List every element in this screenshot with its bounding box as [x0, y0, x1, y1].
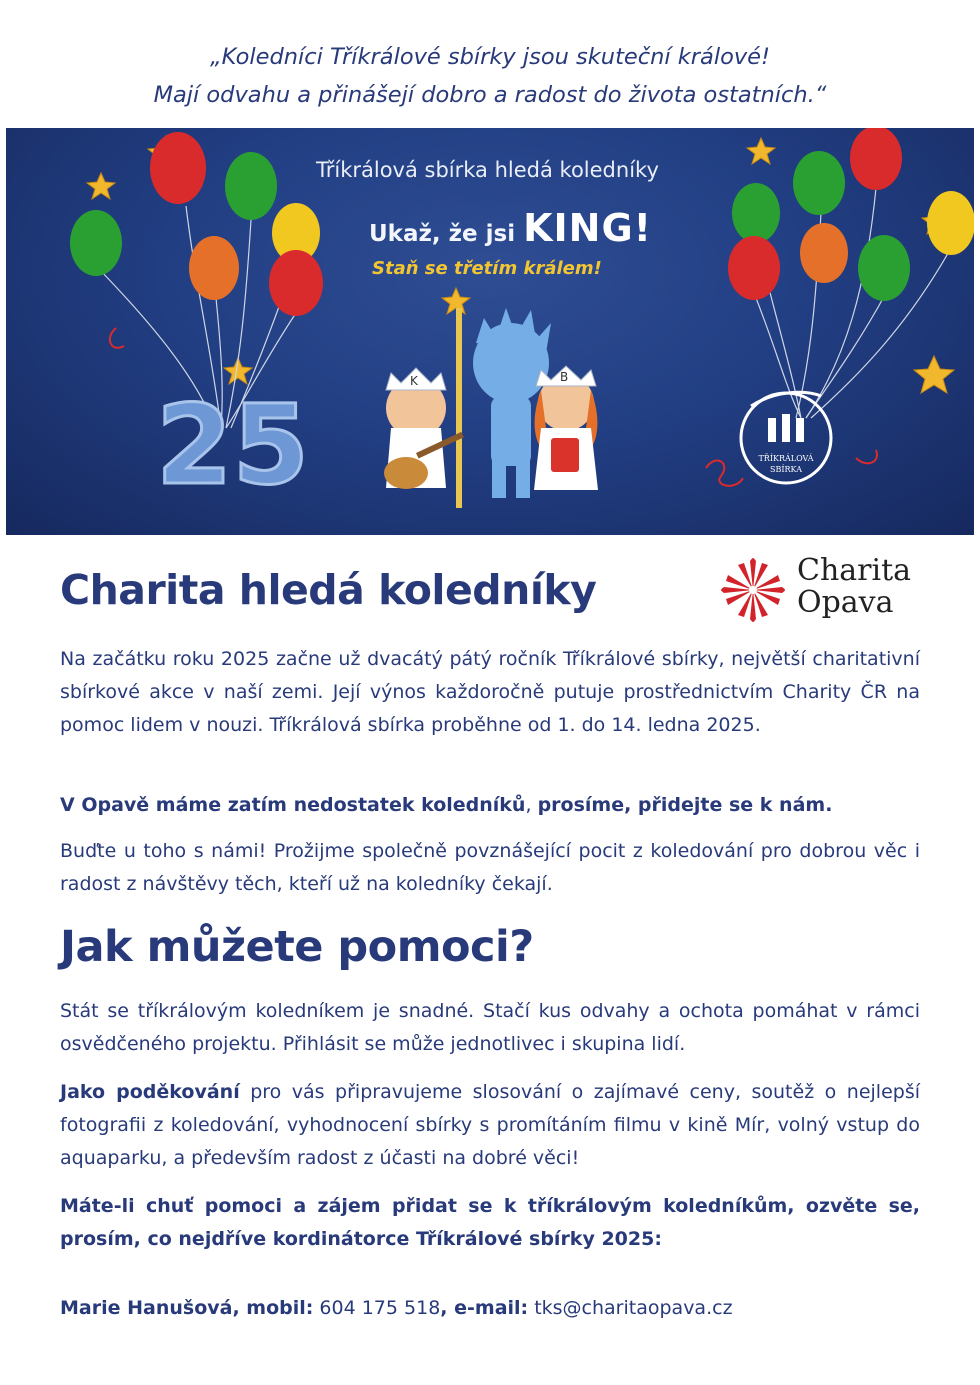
banner-slogan: [369, 206, 652, 250]
banner-subslogan: Staň se třetím králem!: [372, 258, 602, 279]
banner-king-word: KING!: [523, 206, 653, 250]
crown-letter-b: B: [560, 370, 569, 384]
shortage-bold: V Opavě máme zatím nedostatek koledníků: [60, 794, 526, 816]
banner-illustration: [6, 128, 974, 535]
charita-cross-icon: [720, 557, 786, 623]
quote-line-1: „Koledníci Tříkrálové sbírky jsou skuteční králové!: [209, 44, 771, 70]
contact-line: [60, 1292, 733, 1325]
thanks-rest: pro vás připravujeme slosování o zajímavé ceny, soutěž o nejlepší fotografii z koledování, vyhodnocení sbírky s promítáním filmu v kině Mír, volný vstup do aquaparku, a především radost z účasti na dobré věci!: [60, 1081, 920, 1169]
year-number: 25: [156, 381, 310, 509]
tks-seal-logo: [741, 392, 831, 483]
banner-slogan-prefix: Ukaž, že jsi: [369, 221, 516, 247]
seal-text-line-1: TŘÍKRÁLOVÁ: [758, 454, 814, 463]
star-icon: [914, 356, 954, 393]
section-title-jak-pomoci: Jak můžete pomoci?: [60, 922, 534, 972]
thanks-bold: Jako poděkování: [60, 1081, 240, 1103]
shortage-plea: prosíme, přidejte se k nám.: [537, 794, 833, 816]
section-title-charita-hleda: Charita hledá koledníky: [60, 566, 597, 614]
seal-text-line-2: SBÍRKA: [770, 465, 802, 474]
paragraph-intro: Na začátku roku 2025 začne už dvacátý pátý ročník Tříkrálové sbírky, největší charitativní sbírkové akce v naší zemi. Její výnos každoročně putuje prostřednictvím Charity ČR na pomoc lidem v nouzi. Tříkrálová sbírka proběhne od 1. do 14. ledna 2025.: [60, 648, 920, 736]
contact-phone[interactable]: 604 175 518: [313, 1297, 441, 1319]
star-icon: [747, 138, 775, 164]
charita-opava-logo: [720, 555, 930, 625]
logo-line-1: Charita: [797, 553, 912, 588]
paragraph-join-us: Buďte u toho s námi! Prožijme společně povznášející pocit z koledování pro dobrou věc i radost z návštěvy těch, kteří už na koledníky čekají.: [60, 840, 920, 895]
balloons-left: [70, 132, 323, 316]
quote-line-2: Mají odvahu a přinášejí dobro a radost do života ostatních.“: [153, 82, 827, 108]
logo-line-2: Opava: [797, 585, 894, 620]
crown-letter-k: K: [410, 374, 418, 388]
contact-email[interactable]: tks@charitaopava.cz: [528, 1297, 733, 1319]
paragraph-call-to-action: Máte-li chuť pomoci a zájem přidat se k tříkrálovým koledníkům, ozvěte se, prosím, co nejdříve kordinátorce Tříkrálové sbírky 2025:: [60, 1195, 920, 1250]
contact-name-label: Marie Hanušová, mobil:: [60, 1297, 314, 1319]
logo-wordmark: [797, 555, 911, 619]
banner-headline: Tříkrálová sbírka hledá koledníky: [316, 158, 659, 182]
child-king-left: [384, 368, 464, 489]
paragraph-shortage: [60, 789, 920, 822]
paragraph-thanks: [60, 1076, 920, 1175]
contact-email-label: , e-mail:: [440, 1297, 529, 1319]
intro-quote: [0, 38, 980, 114]
paragraph-how-easy: Stát se tříkrálovým koledníkem je snadné. Stačí kus odvahy a ochota pomáhat v rámci osvědčeného projektu. Přihlásit se může jednotlivec i skupina lidí.: [60, 1000, 920, 1055]
balloon-strings-right: [754, 188, 951, 418]
shortage-separator: ,: [525, 794, 538, 816]
star-icon: [87, 173, 115, 199]
campaign-banner: [6, 128, 974, 535]
child-king-right: [534, 366, 598, 490]
